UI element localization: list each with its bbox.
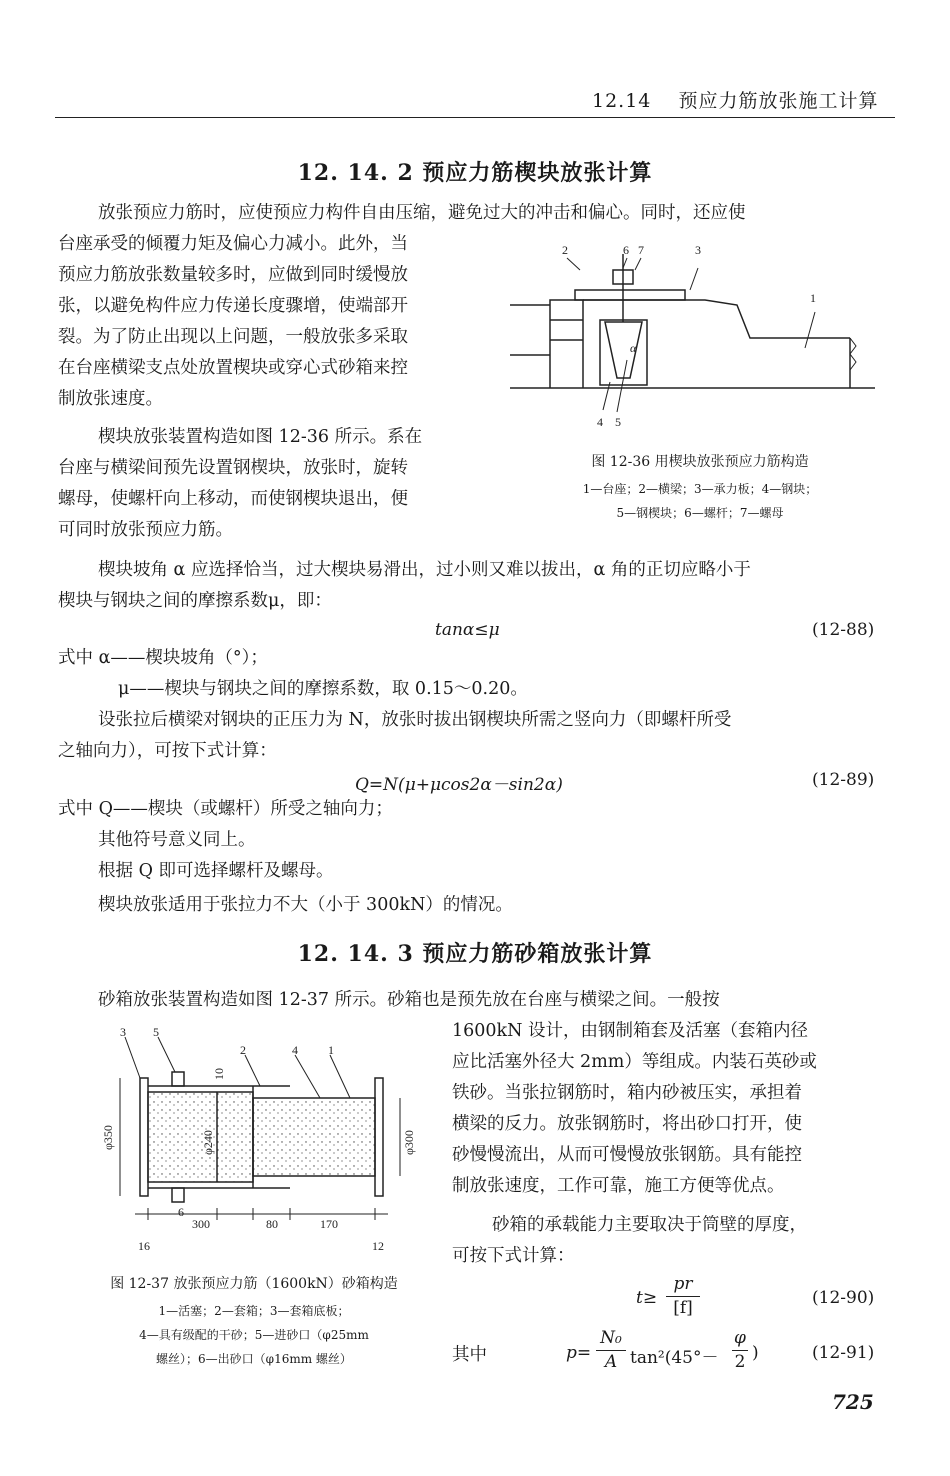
header-rule [55, 117, 895, 118]
equation-12-91-phi: φ [734, 1328, 746, 1348]
text-line: 制放张速度。 [58, 389, 163, 409]
fig36-label-4: 4 [597, 415, 603, 429]
text-line: 可按下式计算： [452, 1246, 575, 1266]
fig36-label-1: 1 [810, 291, 816, 305]
header-title: 预应力筋放张施工计算 [678, 90, 879, 112]
where-alpha: 式中 α——楔块坡角（°）； [58, 648, 268, 668]
equation-12-91-denominator: A [604, 1352, 618, 1372]
piston [253, 1098, 375, 1176]
text-line: 砂箱的承载能力主要取决于筒壁的厚度， [492, 1215, 807, 1235]
text-line: 横梁的反力。放张钢筋时，将出砂口打开，使 [452, 1114, 802, 1134]
bearing-plate [575, 290, 685, 300]
fraction-bar [596, 1350, 626, 1351]
text-line: 台座与横梁间预先设置钢楔块，放张时，旋转 [58, 458, 408, 478]
equation-12-90-denominator: [f] [673, 1298, 693, 1318]
text-line: 楔块坡角 α 应选择恰当，过大楔块易滑出，过小则又难以拔出，α 角的正切应略小于 [98, 560, 751, 580]
paragraph-5-line-1: 砂箱放张装置构造如图 12-37 所示。砂箱也是预先放在台座与横梁之间。一般按 [98, 990, 720, 1010]
fig36-label-2: 2 [562, 243, 568, 257]
paragraph-4 [58, 705, 888, 767]
fig37-label-w80: 80 [266, 1217, 278, 1231]
text-line: 制放张速度，工作可靠，施工方便等优点。 [452, 1176, 785, 1196]
fig37-label-1: 1 [328, 1043, 334, 1057]
sand-outlet [172, 1188, 184, 1202]
section-heading-12-14-3: 12. 14. 3 预应力筋砂箱放张计算 [297, 941, 653, 967]
where-label: 其中 [452, 1345, 487, 1365]
equation-12-88: tanα≤μ [435, 620, 500, 640]
text-line: 张，以避免构件应力传递长度骤增，使端部开 [58, 296, 408, 316]
text-line: 在台座横梁支点处放置楔块或穿心式砂箱来控 [58, 358, 408, 378]
paragraph-6 [452, 1210, 888, 1272]
steel-wedge [605, 322, 642, 378]
figure-12-37-legend-3: 螺丝）；6—出砂口（φ16mm 螺丝） [156, 1352, 352, 1366]
figure-12-36-legend-1: 1—台座；2—横梁；3—承力板；4—钢块； [582, 482, 818, 496]
text-line: 1600kN 设计，由钢制箱套及活塞（套箱内径 [452, 1021, 809, 1041]
text-line: 楔块与钢块之间的摩擦系数μ，即： [58, 591, 332, 611]
equation-12-91-tan: tan²(45°－ [630, 1348, 719, 1368]
line-select-screw: 根据 Q 即可选择螺杆及螺母。 [98, 861, 334, 881]
fig37-label-10: 10 [212, 1068, 226, 1080]
fig37-label-d240: φ240 [201, 1130, 215, 1155]
fraction-bar [666, 1296, 700, 1297]
equation-12-89-number: (12-89) [812, 770, 875, 790]
figure-12-37-caption: 图 12-37 放张预应力筋（1600kN）砂箱构造 [110, 1276, 398, 1292]
equation-12-91-lhs: p= [566, 1343, 592, 1363]
text-line: 裂。为了防止出现以上问题，一般放张多采取 [58, 327, 408, 347]
text-line: 台座承受的倾覆力矩及偏心力减小。此外，当 [58, 234, 408, 254]
where-q: 式中 Q——楔块（或螺杆）所受之轴向力； [58, 799, 393, 819]
equation-12-90-numerator: pr [673, 1274, 693, 1294]
line-other-symbols: 其他符号意义同上。 [98, 830, 256, 850]
text-line: 铁砂。当张拉钢筋时，箱内砂被压实，承担着 [452, 1083, 802, 1103]
figure-12-37-legend-2: 4—具有级配的干砂；5—进砂口（φ25mm [139, 1328, 369, 1342]
fraction-bar [732, 1350, 748, 1351]
page-number: 725 [832, 1390, 874, 1414]
equation-12-89: Q=N(μ+μcos2α－sin2α) [355, 775, 563, 795]
fig37-label-w300: 300 [192, 1217, 210, 1231]
beam-left [550, 300, 583, 388]
paragraph-1-body [58, 229, 498, 415]
fig37-label-4: 4 [292, 1043, 298, 1057]
text-line: 设张拉后横梁对钢块的正压力为 N，放张时拔出钢楔块所需之竖向力（即螺杆所受 [98, 710, 732, 730]
fig37-label-d300: φ300 [402, 1130, 416, 1155]
header-section: 12.14 [592, 90, 652, 112]
equation-12-90-lhs: t≥ [636, 1288, 658, 1308]
fig37-label-5: 5 [153, 1025, 159, 1039]
running-header [592, 86, 878, 113]
fig36-label-5: 5 [615, 415, 621, 429]
text-line: 砂慢慢流出，从而可慢慢放张钢筋。具有能控 [452, 1145, 802, 1165]
text-line: 应比活塞外径大 2mm）等组成。内装石英砂或 [452, 1052, 817, 1072]
section-heading-12-14-2: 12. 14. 2 预应力筋楔块放张计算 [297, 160, 653, 186]
base-plate [140, 1078, 148, 1196]
text-line: 预应力筋放张数量较多时，应做到同时缓慢放 [58, 265, 408, 285]
fig37-label-d350: φ350 [101, 1125, 115, 1150]
figure-12-37-diagram [80, 1020, 440, 1260]
equation-12-91-close: ) [752, 1343, 759, 1363]
fig37-label-w170: 170 [320, 1217, 338, 1231]
figure-12-36-diagram [505, 240, 885, 435]
equation-12-91-two: 2 [734, 1352, 746, 1372]
equation-12-91-numerator: N₀ [600, 1328, 622, 1348]
fig36-label-6: 6 [623, 243, 629, 257]
fig36-label-alpha: α [630, 341, 637, 355]
paragraph-5-body [452, 1016, 888, 1202]
equation-12-90-number: (12-90) [812, 1288, 875, 1308]
figure-12-36-legend-2: 5—钢楔块；6—螺杆；7—螺母 [616, 506, 784, 520]
text-line: 可同时放张预应力筋。 [58, 520, 233, 540]
line-applicability: 楔块放张适用于张拉力不大（小于 300kN）的情况。 [98, 895, 513, 915]
fig37-label-w16: 16 [138, 1239, 150, 1253]
fig37-label-3: 3 [120, 1025, 126, 1039]
fig37-label-6: 6 [178, 1205, 184, 1219]
paragraph-3 [58, 555, 888, 617]
text-line: 楔块放张装置构造如图 12-36 所示。系在 [98, 427, 423, 447]
fig37-label-2: 2 [240, 1043, 246, 1057]
equation-12-91-number: (12-91) [812, 1343, 875, 1363]
sand-inlet [172, 1072, 184, 1086]
text-line: 之轴向力），可按下式计算： [58, 741, 277, 761]
fig37-label-w12: 12 [372, 1239, 384, 1253]
figure-12-37-legend-1: 1—活塞；2—套箱；3—套箱底板； [158, 1304, 350, 1318]
where-mu: μ——楔块与钢块之间的摩擦系数，取 0.15～0.20。 [118, 679, 528, 699]
equation-12-88-number: (12-88) [812, 620, 875, 640]
fig36-label-3: 3 [695, 243, 701, 257]
piston-end-plate [375, 1078, 383, 1196]
paragraph-1-line-1: 放张预应力筋时，应使预应力构件自由压缩，避免过大的冲击和偏心。同时，还应使 [98, 203, 746, 223]
fig36-label-7: 7 [638, 243, 644, 257]
paragraph-2 [58, 422, 498, 546]
figure-12-36-caption: 图 12-36 用楔块放张预应力筋构造 [591, 454, 809, 470]
text-line: 螺母，使螺杆向上移动，而使钢楔块退出，便 [58, 489, 408, 509]
